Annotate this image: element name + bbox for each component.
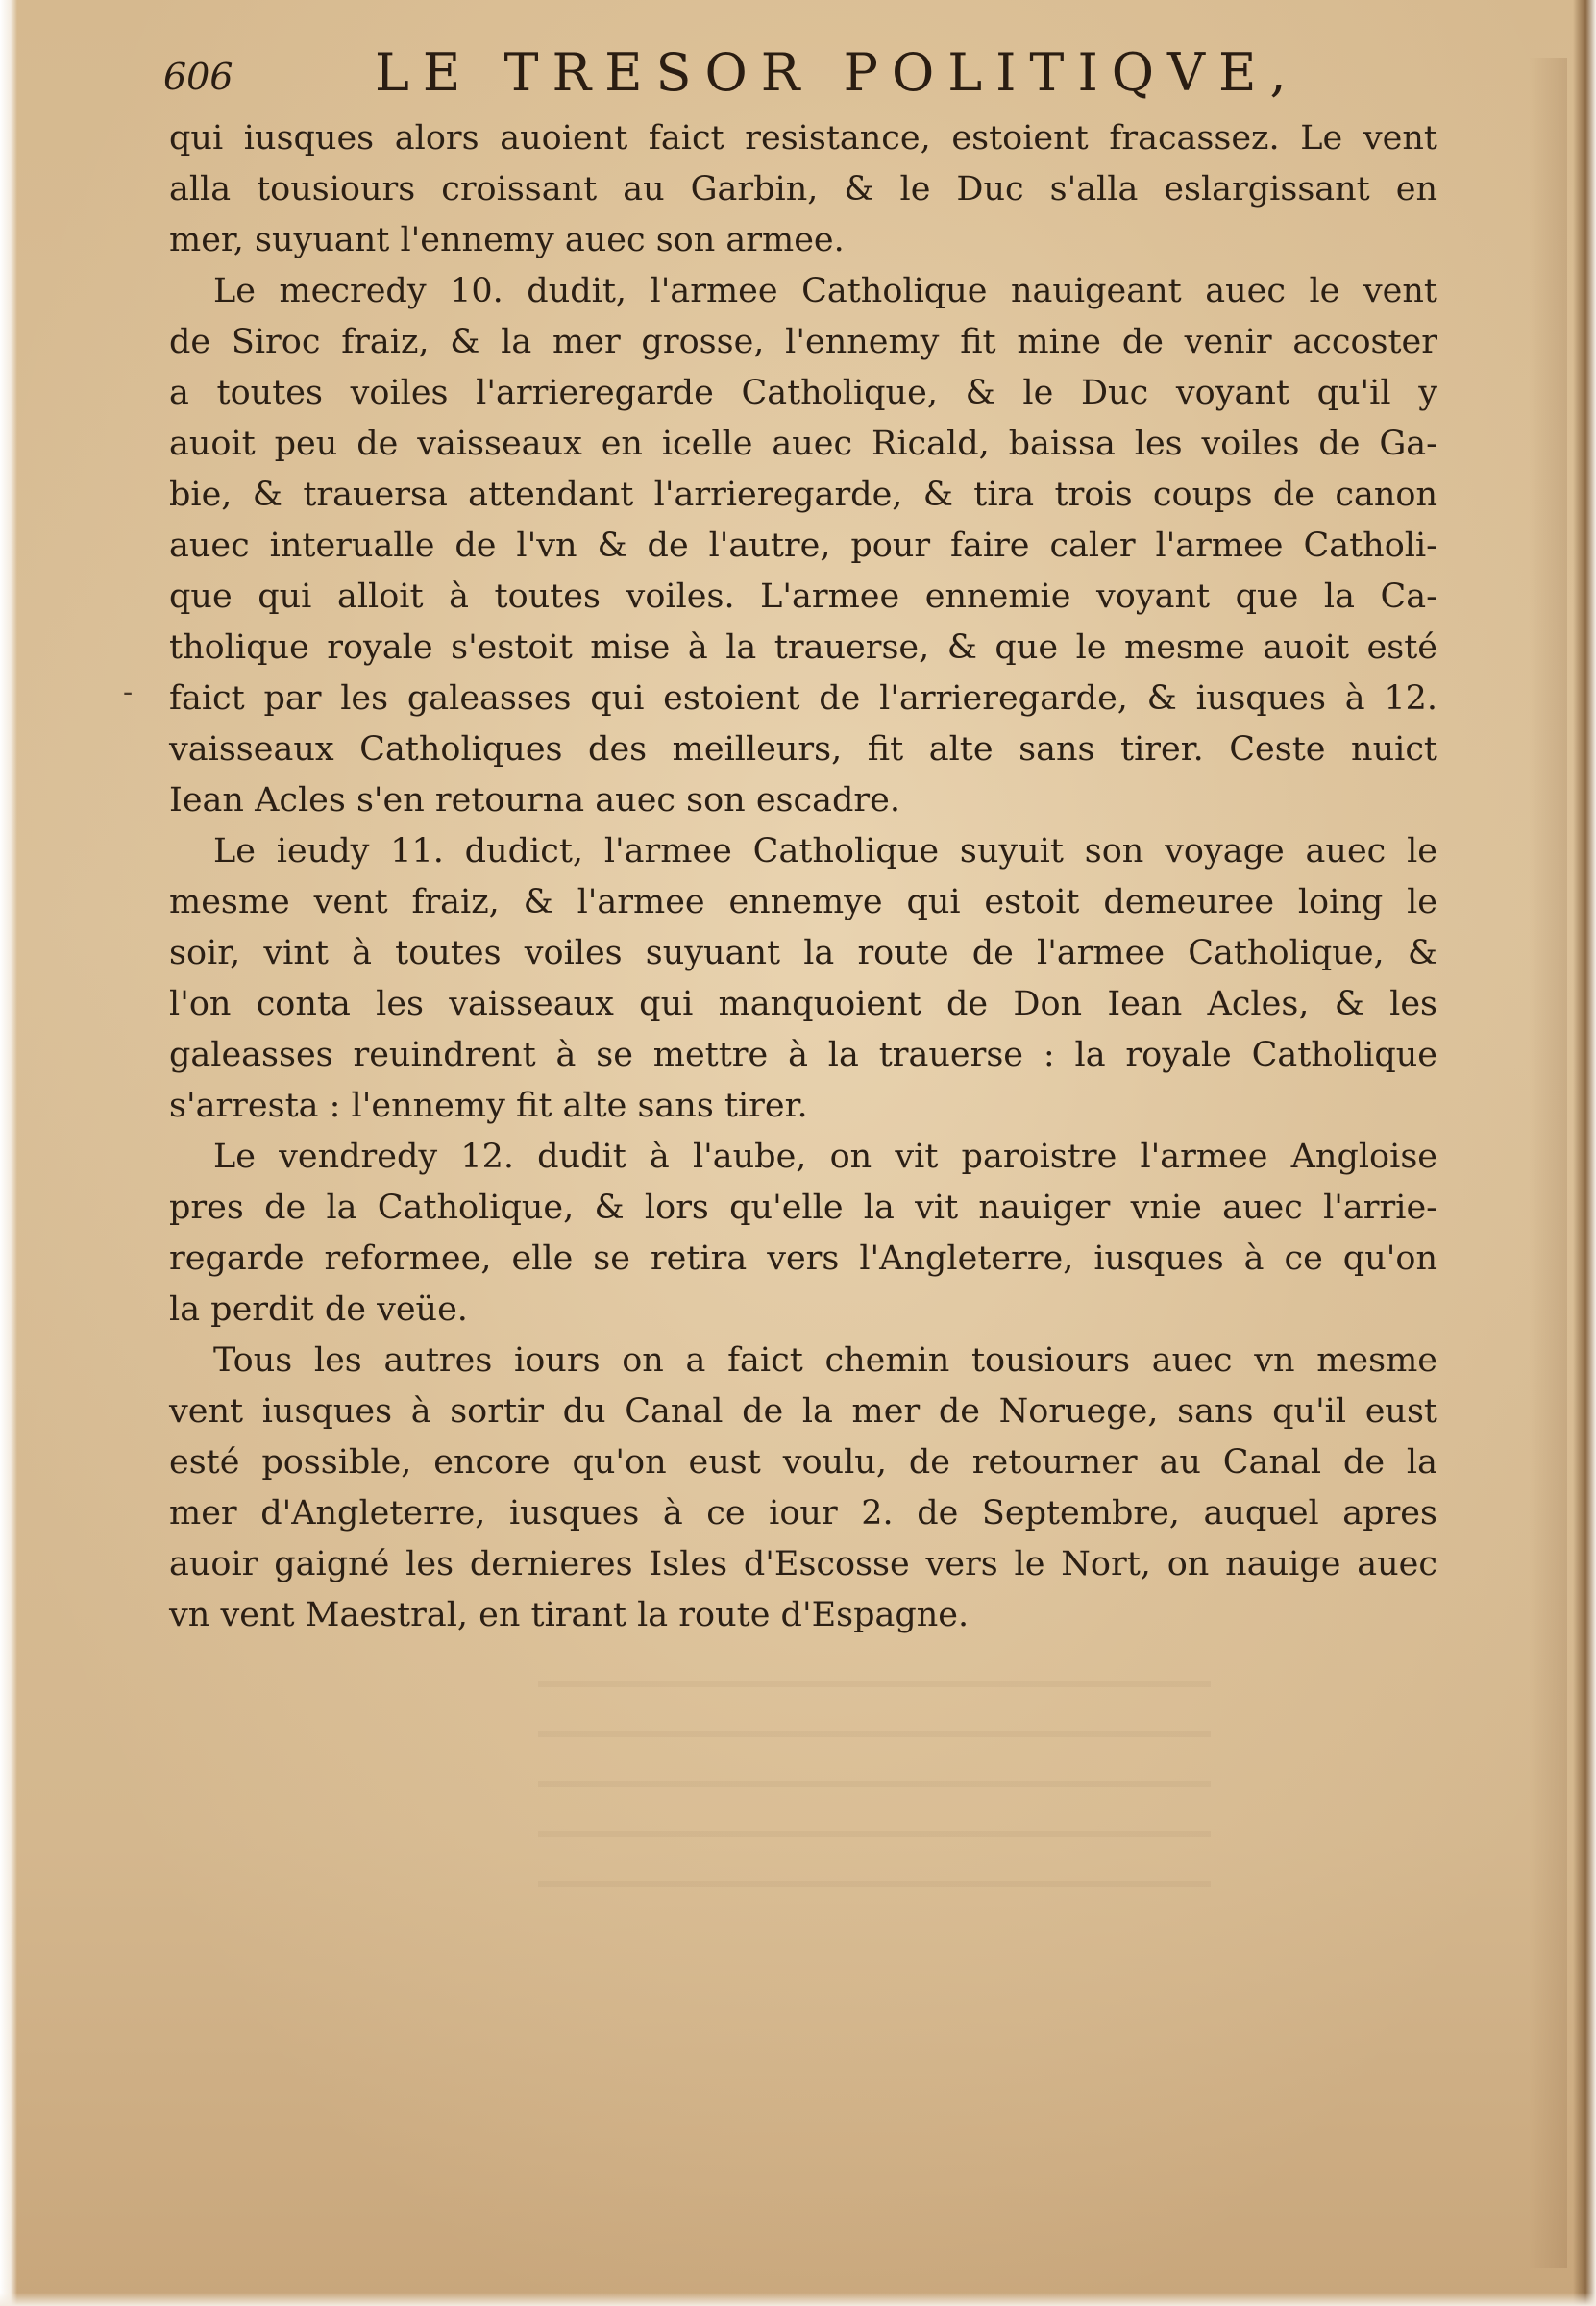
text-line: mer d'Angleterre, iusques à ce iour 2. de Septembre, auquel apres	[169, 1494, 1437, 1533]
page-number: 606	[163, 56, 233, 98]
paragraph	[169, 1336, 1437, 1641]
text-line: esté possible, encore qu'on eust voulu, de retourner au Canal de la	[169, 1443, 1437, 1482]
text-line: auec interualle de l'vn & de l'autre, pour faire caler l'armee Catholi-	[169, 527, 1437, 565]
text-line: vent iusques à sortir du Canal de la mer de Noruege, sans qu'il eust	[169, 1392, 1437, 1431]
text-line: Le vendredy 12. dudit à l'aube, on vit paroistre l'armee Angloise	[213, 1138, 1437, 1176]
body-text	[169, 113, 1437, 1641]
page-header	[163, 42, 1412, 110]
text-line: galeasses reuindrent à se mettre à la trauerse : la royale Catholique	[169, 1036, 1437, 1074]
text-line: soir, vint à toutes voiles suyuant la route de l'armee Catholique, &	[169, 934, 1437, 972]
page-edge-left	[0, 0, 17, 2306]
text-line: mer, suyuant l'ennemy auec son armee.	[169, 221, 845, 259]
text-line: qui iusques alors auoient faict resistance, estoient fracassez. Le vent	[169, 119, 1437, 158]
text-line: la perdit de veüe.	[169, 1290, 468, 1329]
text-line: auoit peu de vaisseaux en icelle auec Ricald, baissa les voiles de Ga-	[169, 425, 1437, 463]
text-line: tholique royale s'estoit mise à la trauerse, & que le mesme auoit esté	[169, 628, 1437, 667]
page-stain	[1529, 58, 1567, 2268]
text-line: que qui alloit à toutes voiles. L'armee ennemie voyant que la Ca-	[169, 577, 1437, 616]
page-edge-right	[1573, 0, 1596, 2306]
text-line: Le ieudy 11. dudict, l'armee Catholique suyuit son voyage auec le	[213, 832, 1437, 871]
text-line: s'arresta : l'ennemy fit alte sans tirer.	[169, 1087, 808, 1125]
text-line: de Siroc fraiz, & la mer grosse, l'ennemy fit mine de venir accoster	[169, 323, 1437, 361]
text-line: vaisseaux Catholiques des meilleurs, fit alte sans tirer. Ceste nuict	[169, 730, 1437, 769]
text-line: auoir gaigné les dernieres Isles d'Escosse vers le Nort, on nauige auec	[169, 1545, 1437, 1583]
text-line: regarde reformee, elle se retira vers l'Angleterre, iusques à ce qu'on	[169, 1239, 1437, 1278]
margin-mark: -	[123, 675, 134, 709]
text-line: a toutes voiles l'arrieregarde Catholique, & le Duc voyant qu'il y	[169, 374, 1437, 412]
page-edge-bottom	[0, 2293, 1596, 2306]
text-line: pres de la Catholique, & lors qu'elle la vit nauiger vnie auec l'arrie-	[169, 1189, 1437, 1227]
text-line: Iean Acles s'en retourna auec son escadre.	[169, 781, 900, 820]
text-line: Le mecredy 10. dudit, l'armee Catholique nauigeant auec le vent	[213, 272, 1437, 310]
paragraph	[169, 1132, 1437, 1336]
paragraph	[169, 826, 1437, 1132]
text-line: faict par les galeasses qui estoient de l'arrieregarde, & iusques à 12.	[169, 679, 1437, 718]
text-line: mesme vent fraiz, & l'armee ennemye qui estoit demeuree loing le	[169, 883, 1437, 921]
running-title: LE TRESOR POLITIQVE,	[375, 42, 1300, 103]
text-line: alla tousiours croissant au Garbin, & le Duc s'alla eslargissant en	[169, 170, 1437, 209]
text-line: l'on conta les vaisseaux qui manquoient de Don Iean Acles, & les	[169, 985, 1437, 1023]
paragraph	[169, 113, 1437, 266]
paragraph	[169, 266, 1437, 826]
text-line: vn vent Maestral, en tirant la route d'Espagne.	[169, 1596, 970, 1634]
text-line: bie, & trauersa attendant l'arrieregarde, & tira trois coups de canon	[169, 476, 1437, 514]
text-line: Tous les autres iours on a faict chemin tousiours auec vn mesme	[213, 1341, 1437, 1380]
show-through-text	[538, 1681, 1211, 1931]
